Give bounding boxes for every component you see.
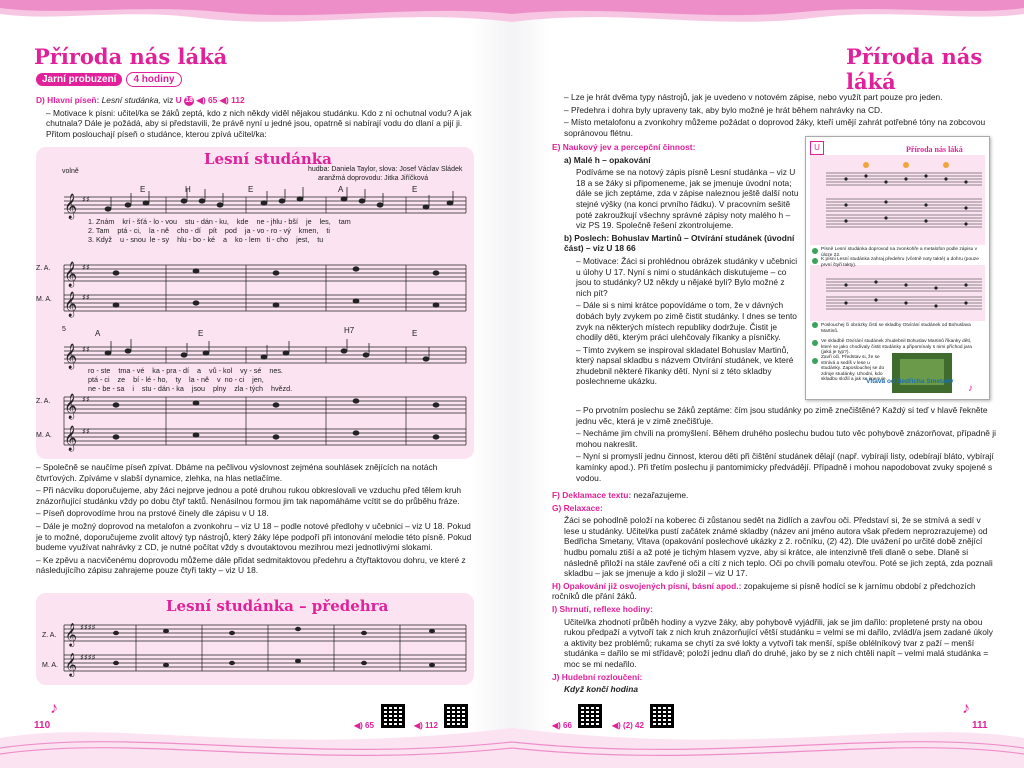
page-number: 110 xyxy=(34,720,51,731)
bullet: – Necháme jim chvíli na promyšlení. Během druhého poslechu budou tuto věc pohybově znázorňovat, případně ji mohou nakreslit. xyxy=(576,428,996,449)
svg-text:♯♯♯♯: ♯♯♯♯ xyxy=(80,653,96,662)
section-i-head: I) Shrnutí, reflexe hodiny: xyxy=(552,603,653,614)
credit-composer: hudba: Daniela Taylor, slova: Josef Václav Sládek xyxy=(308,166,463,173)
footer-audio-1: ◀) 65 xyxy=(354,721,374,730)
bullet: – Dále si s nimi krátce popovídáme o tom, že v dávných dobách byly zvykem po zimě čistit studánky. I dnes se tento zvyk na některých místech republiky dodržuje. Čistit je chodily děti, kterým práci ulehčovaly říkanky a písničky. xyxy=(576,300,797,343)
section-g-text: Žáci se pohodlně položí na koberec či zůstanou sedět na židlích a zavřou oči. Představí si, že se stmívá a sedí v lese u studánky. Učitel/ka pustí začátek známé skladby (název ani jméno autora však předem neprozrazujeme) od Bedřicha Smetany, Vltava (opakování poslechové ukázky z 2. ročníku, (2) 42). Dle uvážení po určité době znějící hudbu pomalu ztiší a až poté je tichým hlasem vyzve, aby si krátce, ale intenzivně třeli dlaně o sebe. Dlaně si následně přiloží na stále zavřené oči a cítí z nich teplo. Oči po chvíli pomalu otevřou. Poté se jich zeptá, zda poznali skladbu – jak se jmenuje a kdo ji složil – viz U 17. xyxy=(564,515,993,579)
section-j-text: Když končí hodina xyxy=(564,684,638,695)
inset-note: Poslouchej či obrázky čistí se skladby Otvírání studánek od Bohuslava Martinů. xyxy=(821,323,971,334)
lyric-line: ne - be - sa i stu - dán - ka jsou plny zla - tých hvězd. xyxy=(88,384,293,393)
svg-text:♯♯: ♯♯ xyxy=(82,293,90,302)
chord: E xyxy=(412,329,418,338)
inset-u-badge: U xyxy=(810,141,824,155)
page-number: 111 xyxy=(972,720,988,731)
prelude-title: Lesní studánka – předehra xyxy=(166,597,389,615)
inset-note: Zavři oči. Představ si, že se stmívá a sedíš v lese u studánky. Zaposlouchej se do zdroje studánky. Uhodni, kdo skladbu složil a jak se jmenuje. xyxy=(821,355,887,383)
bullet-list xyxy=(36,462,476,578)
section-e-b-head: b) Poslech: Bohuslav Martinů – Otvírání studánek (úvodní část) – viz U 18 66 xyxy=(564,232,795,254)
svg-text:𝄞: 𝄞 xyxy=(64,262,78,287)
inset-title: Příroda nás láká xyxy=(906,145,963,154)
motivation-text: – Motivace k písni: učitel/ka se žáků zeptá, kdo z nich někdy viděl nějakou studánku. Kdo z ní ochutnal vodu? A jak chutnala? Dále je požádá, aby si představili, že právě nyní u jedné jsou, opatrně si nabírají vodu do dlaní a pijí ji. Přitom poslouchají píseň o studánce, kterou zpívá učitel/ka: xyxy=(46,107,472,139)
inset-note: K písni Lesní studánka zahraj předehru (včetně noty takté) a dohru (pouze první čtyři takty). xyxy=(821,257,979,268)
bullet: – Při nácviku doporučujeme, aby žáci nejprve jednou a poté druhou rukou obkreslovali ve vzduchu před tělem kruh znázorňující studánku vždy po dobu čtyř taktů. Nenásilnou formou jim tak napomáháme vcítit se do průběhu fráze. xyxy=(36,485,462,506)
section-g-head: G) Relaxace: xyxy=(552,502,603,513)
section-h-text: zopakujeme si písně hodící se k jarnímu období z předchozích ročníků dle přání žáků. xyxy=(552,580,976,602)
lyric-line: ro - ste tma - vé ka - pra - dí a vů - kol vy - sé nes. xyxy=(88,366,283,375)
svg-text:𝄞: 𝄞 xyxy=(64,426,78,451)
qr-code-icon[interactable] xyxy=(381,704,405,728)
section-h-head: H) Opakování již osvojených písní, básní apod.: xyxy=(552,580,742,591)
audio-track: 112 xyxy=(231,95,245,105)
spring-tag: Jarní probuzení xyxy=(36,73,122,86)
lyric-line: 2. Tam ptá - ci, la - ně cho - dí pít pod ja - vo - ro - vý kmen, ti xyxy=(88,226,330,235)
inset-note: Písně Lesní studánka doprovod na zvonkohře a metalofon podle zápisu v úloze 22. xyxy=(821,247,978,258)
svg-text:𝄞: 𝄞 xyxy=(64,292,78,317)
staff-label-za: Z. A. xyxy=(36,398,51,405)
svg-text:𝄞: 𝄞 xyxy=(64,344,78,369)
inset-note: Ve skladbě Otvírání studánek zhudebnil Bohuslav Martinů říkanky dětí, které se jako chodívaly čistit studánky a připomínaly s nimi příchod jara (jaká je typ?). xyxy=(821,339,972,356)
staff-label-ma: M. A. xyxy=(36,432,52,439)
credit-arranger: aranžmá doprovodu: Jitka Jiříčková xyxy=(318,174,429,182)
section-e-head: E) Naukový jev a percepční činnost: xyxy=(552,142,696,152)
qr-code-icon[interactable] xyxy=(650,704,674,728)
audio-track: 65 xyxy=(207,95,218,105)
svg-text:♯♯: ♯♯ xyxy=(82,263,90,272)
svg-text:♯♯: ♯♯ xyxy=(82,395,90,404)
top-wave-decoration xyxy=(512,0,1024,40)
lyric-line: ptá - ci ze bí - lé - ho, ty la - ně v no - ci jen, xyxy=(88,375,264,384)
svg-text:𝄞: 𝄞 xyxy=(64,394,78,419)
bullet: – Tímto zvykem se inspiroval skladatel Bohuslav Martinů, který napsal skladbu s názvem Otvírání studánek, ve které zhudebnil některé říkanky dětí. Nyní si z této skladby poslechneme ukázku. xyxy=(576,344,794,387)
section-i-text: Učitel/ka zhodnotí průběh hodiny a vyzve žáky, aby pohybově vyjádřili, jak se jim dařilo: propletené prsty na obou rukou předpaží a vytvoří tak z nich kruh znázorňující větší studánku = velmi se mi dařilo, zvládl/a jsem zadané úkoly a aktivity bez problémů; rukama se chytí za své lokty a vytvoří tak menší, spíše oblélníkový tvar z paží – menší studánka = dařilo se mi střídavě; položí jednu dlaň do druhé, jako by se z nich chtěli napít – velmi malá studánka = moc se mi nedařilo. xyxy=(564,616,993,669)
song-name: Lesní studánka, xyxy=(101,95,161,105)
sections-f-j xyxy=(552,490,996,697)
music-note-icon: ♪ xyxy=(968,383,973,394)
footer-audio-2: ◀) 112 xyxy=(414,721,438,730)
score-notation xyxy=(36,147,474,459)
page-title: Příroda nás láká xyxy=(34,44,228,69)
svg-text:𝄞: 𝄞 xyxy=(65,652,77,676)
u-badge: 18 xyxy=(185,96,193,104)
chord: E xyxy=(412,185,418,194)
section-d-head: Hlavní píseň: xyxy=(47,95,100,105)
bullet: – Předehra i dohra byly upraveny tak, aby bylo možné je hrát během nahrávky na CD. xyxy=(564,104,883,115)
svg-text:𝄞: 𝄞 xyxy=(64,194,78,219)
section-d-label: D) xyxy=(36,95,45,105)
svg-text:♯♯♯♯: ♯♯♯♯ xyxy=(80,623,96,632)
inset-caption: Vltava od Bedřicha Smetany xyxy=(866,378,954,385)
section-f-text: nezařazujeme. xyxy=(633,490,689,500)
chord: A xyxy=(95,329,101,338)
bullet: – Dále je možný doprovod na metalofon a zvonkohru – viz U 18 – podle notové předlohy v učebnici – viz U 18. Pokud je to možné, doporučujeme zvolit altový typ nástrojů, který žáky lépe podpoří při intonování melodie této písně. Pokud budeme využívat nahrávky z CD, je nutné počítat vždy s dvoutaktovou mezihrou mezi jednotlivými slokami. xyxy=(36,520,472,553)
speaker-icon: ◀) xyxy=(219,95,229,105)
bullet: – Společně se naučíme píseň zpívat. Dbáme na pečlivou výslovnost zejména souhlásek znějících na notách čtvrťových. Zpíváme v slabší dynamice, zlehka, na hlas netlačíme. xyxy=(36,462,438,483)
bullet: – Nyní si promyslí jednu činnost, kterou děti při čištění studánek dělají (např. vybírají listy, odebírají bláto, vybírají kamínky apod.). Při třetím poslechu ji pantomimicky předvádějí. Případně i mohou napodobovat zvuky spojené s vodou. xyxy=(576,451,994,483)
lyric-line: 1. Znám krí - šťá - lo - vou stu - dán - ku, kde ne - jhlu - bší je les, tam xyxy=(88,217,351,226)
textbook-thumbnail xyxy=(805,136,990,400)
music-note-icon: ♪ xyxy=(962,700,970,717)
bullet: – Místo metalofonu a zvonkohry můžeme požádat o doprovod žáky, kteří umějí zahrát potřebné tóny na zobcovou sopránovou flétnu. xyxy=(564,117,986,138)
page-title: Příroda nás láká xyxy=(846,44,983,94)
bullet: – Píseň doprovodíme hrou na prstové činely dle zápisu v U 18. xyxy=(36,508,269,519)
staff-label-ma: M. A. xyxy=(42,662,58,669)
footer-audio-2: ◀) (2) 42 xyxy=(612,721,644,730)
lesson-tags xyxy=(36,69,182,87)
measure-number: 5 xyxy=(62,326,66,333)
speaker-icon: ◀) xyxy=(196,95,206,105)
chord: H7 xyxy=(344,326,355,335)
bullet: – Lze je hrát dvěma typy nástrojů, jak je uvedeno v notovém zápise, nebo využít part pouze pro jeden. xyxy=(564,92,943,102)
hours-tag: 4 hodiny xyxy=(126,72,181,87)
section-e-a-text: Podíváme se na notový zápis písně Lesní studánka – viz U 18 a se žáky si připomeneme, jak se jmenuje úvodní nota; dále se jich zeptáme, zda v zápise naleznou ještě další notu stejné výšky (na konci prvního řádku). V pracovním sešitě poté zakroužkují všechny správné zápisy noty malého h – viz PS 19. Společně řešení zkontrolujeme. xyxy=(576,167,799,231)
svg-text:♯♯: ♯♯ xyxy=(82,427,90,436)
staff-label-za: Z. A. xyxy=(42,632,57,639)
lyric-line: 3. Když u - snou le - sy hlu - bo - ké a ko - lem ti - cho jest, tu xyxy=(88,235,324,244)
section-d: D) Hlavní píseň: Lesní studánka, viz U 18 ◀) 65 ◀) 112 – Motivace k písni: učitel/ka se žáků zeptá, kdo z nich někdy viděl nějakou studánku. Kdo z ní ochutnal vodu? A jak chutnala? Dále je požádá, aby si představili, že právě nyní u jedné jsou, opatrně si nabírají vodu do dlaní a pijí ji. Přitom poslouchají píseň o studánce, kterou zpívá učitel/ka: xyxy=(36,95,476,142)
section-j-head: J) Hudební rozloučení: xyxy=(552,671,643,682)
qr-code-icon[interactable] xyxy=(578,704,602,728)
section-e-a-head: a) Malé h – opakování xyxy=(564,154,651,165)
qr-code-icon[interactable] xyxy=(444,704,468,728)
prelude-notation xyxy=(36,593,474,685)
ref-text: viz xyxy=(163,95,174,105)
svg-text:♯♯: ♯♯ xyxy=(82,195,90,204)
tempo-mark: volně xyxy=(62,168,79,175)
bottom-wave-decoration xyxy=(0,698,512,768)
staff-label-za: Z. A. xyxy=(36,265,51,272)
intro-list xyxy=(564,92,994,140)
bullet: – Ke zpěvu a nacvičenému doprovodu můžeme dále přidat sedmitaktovou předehru a čtyřtaktovou dohru, ve které z následujícího zápisu zahrajeme pouze čtyři takty – viz U 18. xyxy=(36,554,466,576)
chord: A xyxy=(338,185,344,194)
svg-text:♯♯: ♯♯ xyxy=(82,345,90,354)
footer-audio-1: ◀) 66 xyxy=(552,721,572,730)
right-page xyxy=(512,0,1024,768)
score-title: Lesní studánka xyxy=(204,150,332,168)
chord: E xyxy=(140,185,146,194)
music-note-icon: ♪ xyxy=(50,700,58,717)
bullet: – Motivace: Žáci si prohlédnou obrázek studánky v učebnici u úlohy U 17. Nyní s nimi o studánkách diskutujeme – co jsou to studánky? Už někdy u nějaké byli? Bylo možné z nich pít? xyxy=(576,255,798,298)
svg-text:𝄞: 𝄞 xyxy=(65,622,77,646)
section-f-head: F) Deklamace textu: xyxy=(552,490,632,500)
section-e xyxy=(552,142,800,389)
staff-label-ma: M. A. xyxy=(36,296,52,303)
top-wave-decoration xyxy=(0,0,512,40)
chord: H xyxy=(185,185,191,194)
chord: E xyxy=(248,185,254,194)
chord: E xyxy=(198,329,204,338)
bullet: – Po prvotním poslechu se žáků zeptáme: čím jsou studánky po zimě znečištěné? Každý si teď v hlavě řekněte jednu věc, která je v zimě znečišťuje. xyxy=(576,405,988,426)
section-e-more xyxy=(576,405,996,485)
